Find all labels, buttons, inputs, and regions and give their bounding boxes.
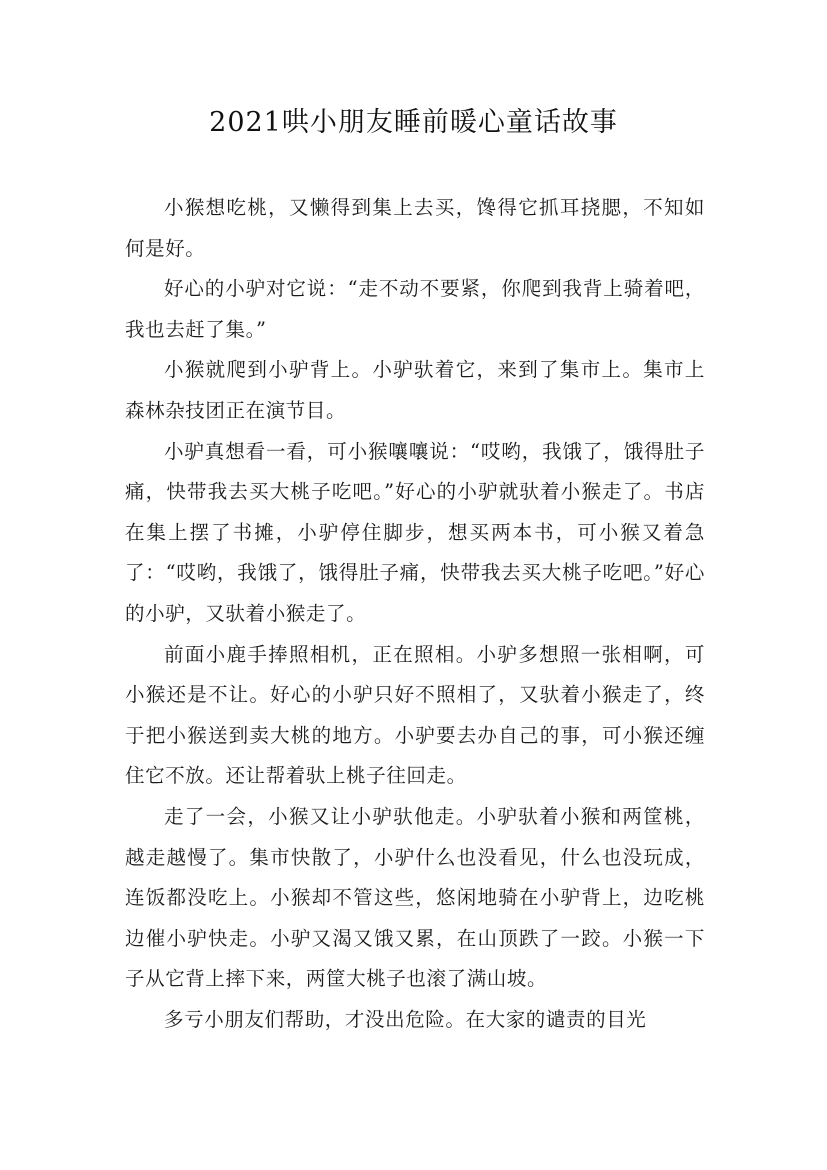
paragraph: 好心的小驴对它说：“走不动不要紧，你爬到我背上骑着吧，我也去赶了集。” [125,277,705,341]
paragraph: 走了一会，小猴又让小驴驮他走。小驴驮着小猴和两筐桃，越走越慢了。集市快散了，小驴什么也没看见，什么也没玩成，连饭都没吃上。小猴却不管这些，悠闲地骑在小驴背上，边吃桃边催小驴快走。小驴又渴又饿又累，在山顶跌了一跤。小猴一下子从它背上摔下来，两筐大桃子也滚了满山坡。 [125,804,705,991]
document-title: 2021哄小朋友睡前暖心童话故事 [209,107,618,138]
paragraph: 小驴真想看一看，可小猴嚷嚷说：“哎哟，我饿了，饿得肚子痛，快带我去买大桃子吃吧。”好心的小驴就驮着小猴走了。书店在集上摆了书摊，小驴停住脚步，想买两本书，可小猴又着急了：“哎哟，我饿了，饿得肚子痛，快带我去买大桃子吃吧。”好心的小驴，又驮着小猴走了。 [125,439,705,625]
paragraph: 小猴想吃桃，又懒得到集上去买，馋得它抓耳挠腮，不知如何是好。 [125,196,705,260]
document-body [125,188,705,1040]
paragraph: 前面小鹿手捧照相机，正在照相。小驴多想照一张相啊，可小猴还是不让。好心的小驴只好不照相了，又驮着小猴走了，终于把小猴送到卖大桃的地方。小驴要去办自己的事，可小猴还缠住它不放。还让帮着驮上桃子往回走。 [125,642,705,788]
paragraph: 多亏小朋友们帮助，才没出危险。在大家的谴责的目光 [164,1007,647,1031]
paragraph: 小猴就爬到小驴背上。小驴驮着它，来到了集市上。集市上森林杂技团正在演节目。 [125,358,705,422]
